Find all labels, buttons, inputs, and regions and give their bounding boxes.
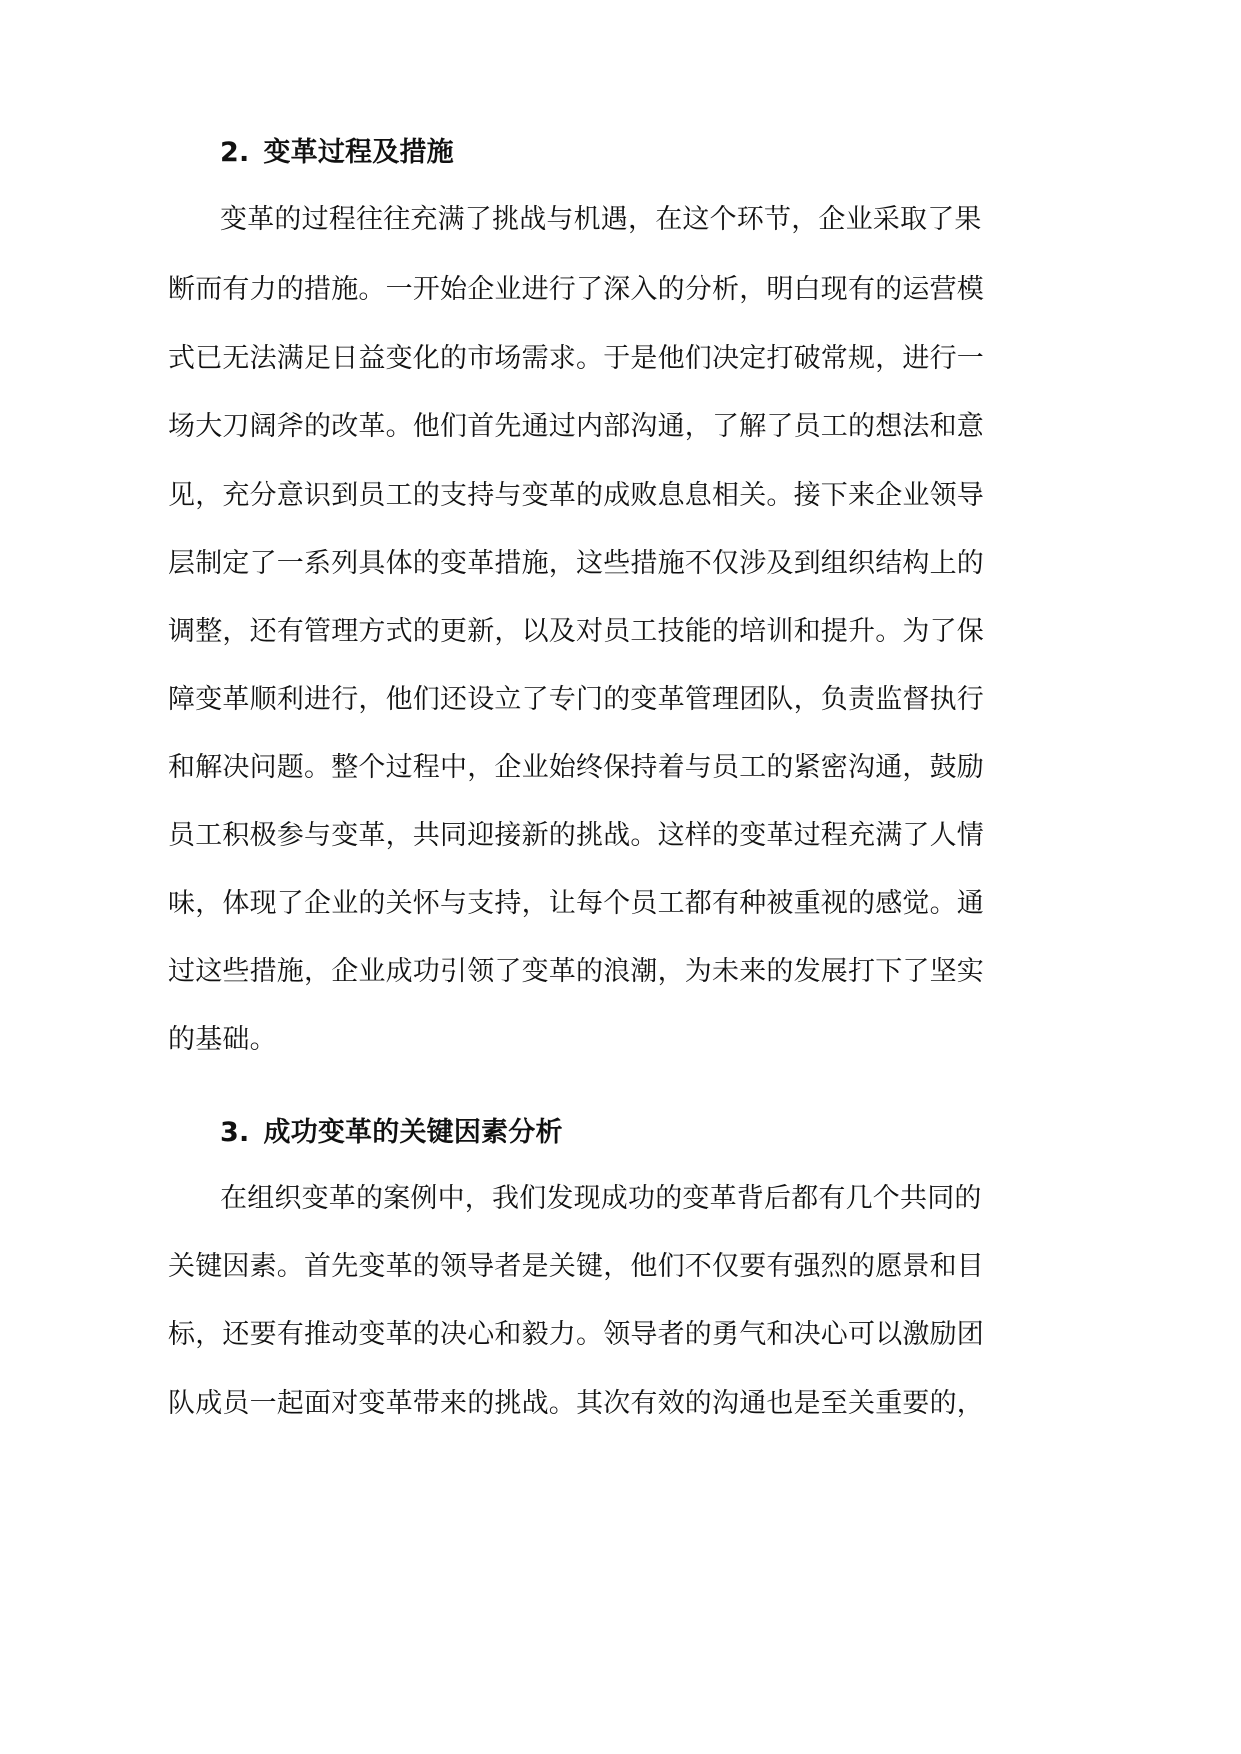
- section-number: 2.: [220, 137, 250, 168]
- paragraph-line: 层制定了一系列具体的变革措施，这些措施不仅涉及到组织结构上的: [168, 548, 984, 579]
- paragraph-line: 在组织变革的案例中，我们发现成功的变革背后都有几个共同的: [220, 1183, 982, 1214]
- paragraph-line: 和解决问题。整个过程中，企业始终保持着与员工的紧密沟通，鼓励: [168, 752, 984, 783]
- paragraph-line: 的基础。: [168, 1024, 277, 1055]
- section-heading: [220, 135, 454, 171]
- paragraph-line: 队成员一起面对变革带来的挑战。其次有效的沟通也是至关重要的，: [168, 1388, 984, 1419]
- paragraph-line: 调整，还有管理方式的更新，以及对员工技能的培训和提升。为了保: [168, 616, 984, 647]
- section-number: 3.: [220, 1117, 250, 1148]
- paragraph-line: 员工积极参与变革，共同迎接新的挑战。这样的变革过程充满了人情: [168, 820, 984, 851]
- paragraph-line: 标，还要有推动变革的决心和毅力。领导者的勇气和决心可以激励团: [168, 1319, 984, 1350]
- section-title: 变革过程及措施: [263, 137, 454, 168]
- section-title: 成功变革的关键因素分析: [263, 1117, 563, 1148]
- paragraph-line: 断而有力的措施。一开始企业进行了深入的分析，明白现有的运营模: [168, 274, 984, 305]
- paragraph-line: 变革的过程往往充满了挑战与机遇，在这个环节，企业采取了果: [220, 204, 982, 235]
- paragraph-line: 式已无法满足日益变化的市场需求。于是他们决定打破常规，进行一: [168, 343, 984, 374]
- paragraph-line: 过这些措施，企业成功引领了变革的浪潮，为未来的发展打下了坚实: [168, 956, 984, 987]
- paragraph-line: 场大刀阔斧的改革。他们首先通过内部沟通，了解了员工的想法和意: [168, 411, 984, 442]
- paragraph-line: 味，体现了企业的关怀与支持，让每个员工都有种被重视的感觉。通: [168, 888, 984, 919]
- paragraph-line: 关键因素。首先变革的领导者是关键，他们不仅要有强烈的愿景和目: [168, 1251, 984, 1282]
- section-heading: [220, 1115, 563, 1151]
- paragraph-line: 见，充分意识到员工的支持与变革的成败息息相关。接下来企业领导: [168, 480, 984, 511]
- paragraph-line: 障变革顺利进行，他们还设立了专门的变革管理团队，负责监督执行: [168, 684, 984, 715]
